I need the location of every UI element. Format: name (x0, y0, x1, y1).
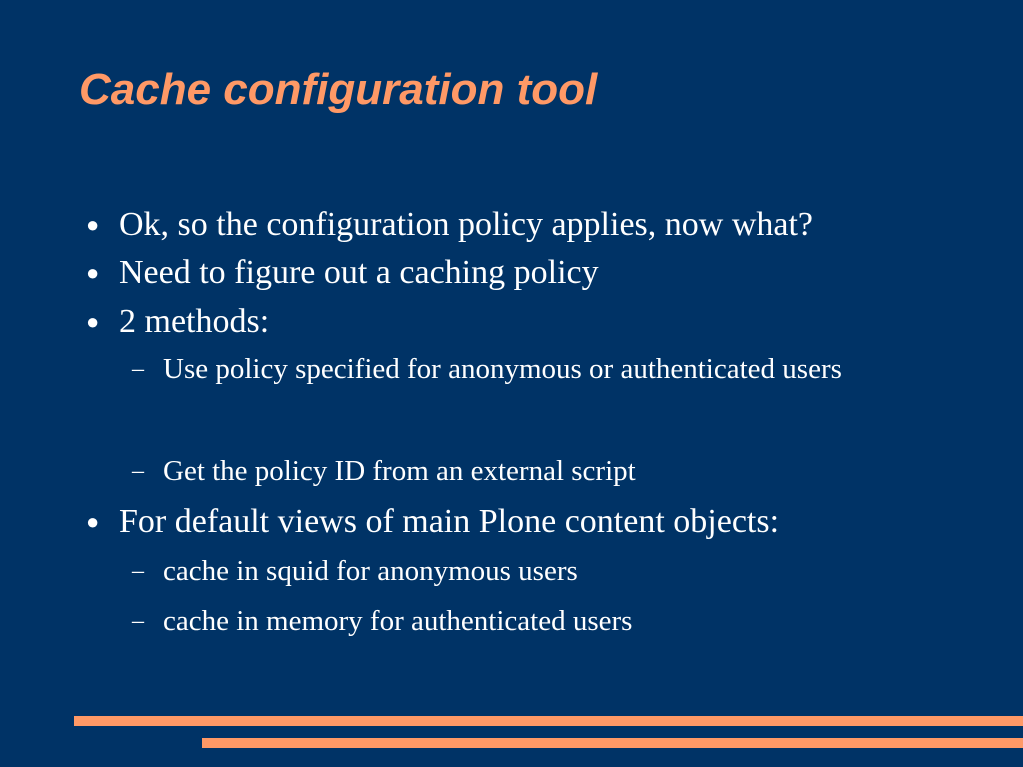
sub-bullet-text: cache in memory for authenticated users (163, 605, 633, 637)
dash-icon: – (132, 608, 144, 634)
dash-icon: – (132, 458, 144, 484)
slide-title: Cache configuration tool (79, 65, 598, 114)
accent-bar-bottom (202, 738, 1023, 748)
bullet-icon: ● (86, 309, 100, 334)
bullet-text: Need to figure out a caching policy (119, 254, 599, 291)
dash-icon: – (132, 356, 144, 382)
sub-bullet-text: cache in squid for anonymous users (163, 555, 578, 587)
sub-bullet-text: Use policy specified for anonymous or authenticated users (163, 353, 842, 385)
sub-bullet-text: Get the policy ID from an external script (163, 455, 636, 487)
bullet-icon: ● (86, 212, 100, 237)
bullet-icon: ● (86, 260, 100, 285)
bullet-text: Ok, so the configuration policy applies, now what? (119, 206, 814, 243)
bullet-text: For default views of main Plone content objects: (119, 503, 780, 540)
bullet-icon: ● (86, 509, 100, 534)
accent-bar-top (74, 716, 1023, 726)
bullet-text: 2 methods: (119, 303, 270, 340)
dash-icon: – (132, 558, 144, 584)
